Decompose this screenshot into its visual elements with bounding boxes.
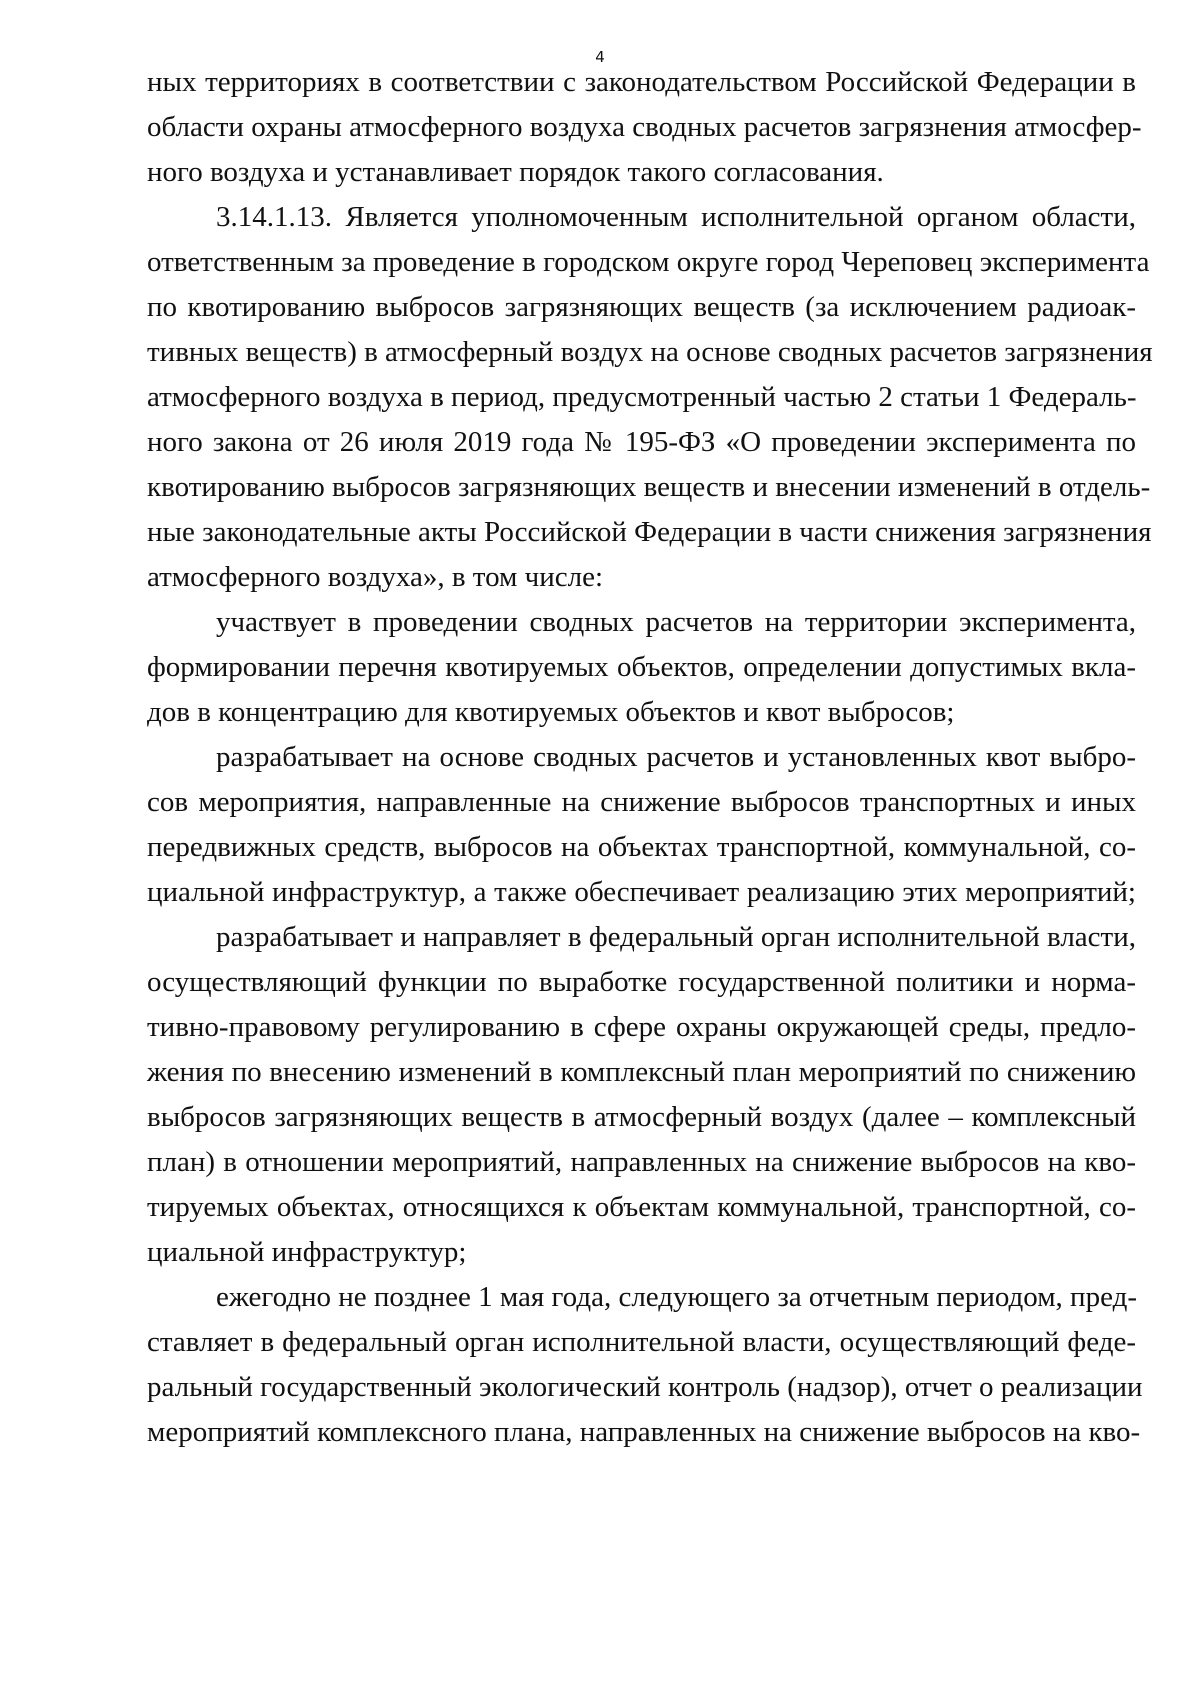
text-line: мероприятий комплексного плана, направленных на снижение выбросов на кво- [147,1416,1141,1448]
text-line: разрабатывает на основе сводных расчетов и установленных квот выбро- [216,741,1136,773]
text-line: тивных веществ) в атмосферный воздух на основе сводных расчетов загрязнения [147,336,1153,368]
text-line: жения по внесению изменений в комплексный план мероприятий по снижению [147,1056,1136,1088]
text-line: план) в отношении мероприятий, направленных на снижение выбросов на кво- [147,1146,1136,1178]
text-line: формировании перечня квотируемых объектов, определении допустимых вкла- [147,651,1136,683]
page-number: 4 [595,48,605,66]
text-line: передвижных средств, выбросов на объектах транспортной, коммунальной, со- [147,831,1136,863]
text-line: ежегодно не позднее 1 мая года, следующего за отчетным периодом, пред- [216,1281,1137,1313]
text-line: ставляет в федеральный орган исполнительной власти, осуществляющий феде- [147,1326,1136,1358]
text-line: ральный государственный экологический контроль (надзор), отчет о реализации [147,1371,1143,1403]
text-line: атмосферного воздуха в период, предусмотренный частью 2 статьи 1 Федераль- [147,381,1137,413]
text-line: ные законодательные акты Российской Федерации в части снижения загрязнения [147,516,1152,548]
text-line: сов мероприятия, направленные на снижение выбросов транспортных и иных [147,786,1136,818]
text-line: циальной инфраструктур, а также обеспечивает реализацию этих мероприятий; [147,876,1136,908]
text-line: 3.14.1.13. Является уполномоченным исполнительной органом области, [216,201,1136,233]
text-line: циальной инфраструктур; [147,1236,467,1268]
text-line: дов в концентрацию для квотируемых объектов и квот выбросов; [147,696,955,728]
text-line: ного закона от 26 июля 2019 года № 195-ФЗ «О проведении эксперимента по [147,426,1136,458]
text-line: выбросов загрязняющих веществ в атмосферный воздух (далее – комплексный [147,1101,1136,1133]
text-line: по квотированию выбросов загрязняющих веществ (за исключением радиоак- [147,291,1136,323]
text-line: ного воздуха и устанавливает порядок такого согласования. [147,156,884,188]
text-line: разрабатывает и направляет в федеральный орган исполнительной власти, [216,921,1136,953]
text-line: тивно-правовому регулированию в сфере охраны окружающей среды, предло- [147,1011,1136,1043]
text-line: ных территориях в соответствии с законодательством Российской Федерации в [147,66,1136,98]
text-line: квотированию выбросов загрязняющих веществ и внесении изменений в отдель- [147,471,1151,503]
text-line: атмосферного воздуха», в том числе: [147,561,604,593]
text-line: ответственным за проведение в городском округе город Череповец эксперимента [147,246,1150,278]
text-line: осуществляющий функции по выработке государственной политики и норма- [147,966,1136,998]
text-line: участвует в проведении сводных расчетов на территории эксперимента, [216,606,1136,638]
text-line: области охраны атмосферного воздуха сводных расчетов загрязнения атмосфер- [147,111,1142,143]
text-line: тируемых объектах, относящихся к объектам коммунальной, транспортной, со- [147,1191,1136,1223]
